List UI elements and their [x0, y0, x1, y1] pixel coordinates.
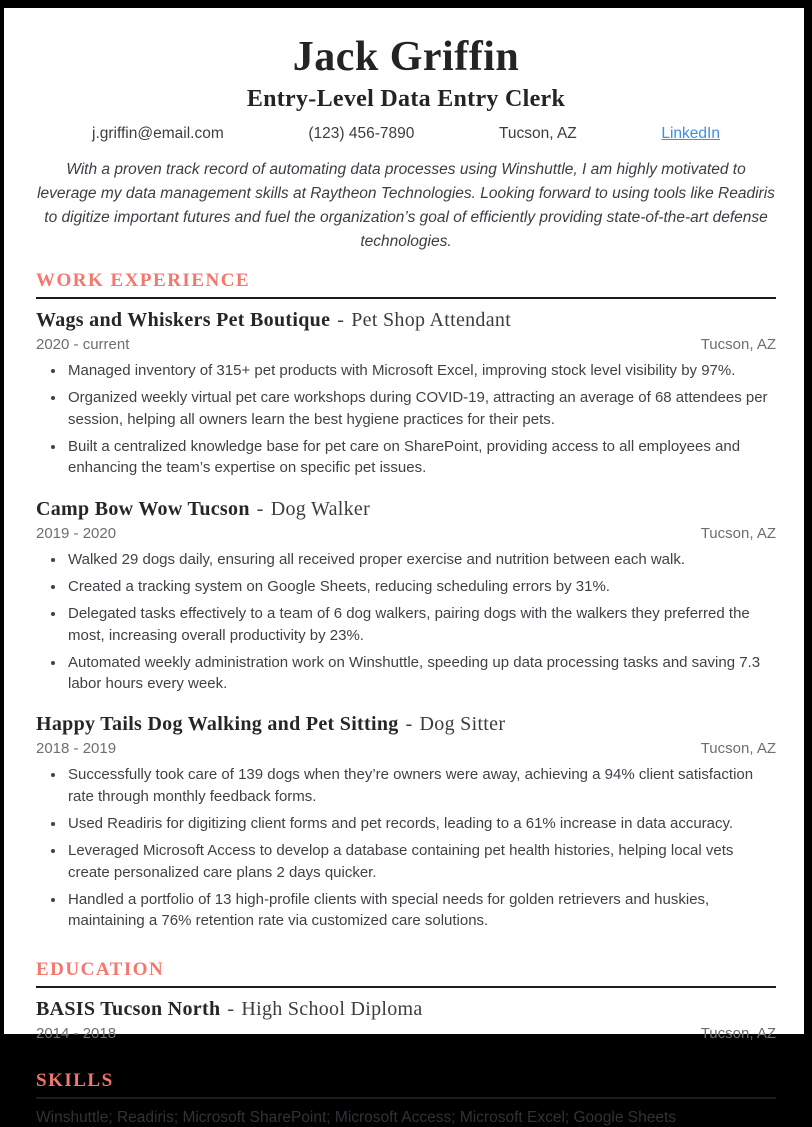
bullet-item: • Leveraged Microsoft Access to develop a database containing pet health histories, helping local vets create personalized care plans 2 days quicker. [66, 840, 776, 883]
heading-separator: - [405, 713, 413, 736]
bullet-item: • Automated weekly administration work on Winshuttle, speeding up data processing tasks and saving 7.3 labor hours every week. [66, 652, 776, 695]
education-entry [36, 998, 776, 1042]
education-section [36, 959, 776, 1042]
job-role: Pet Shop Attendant [351, 309, 512, 332]
resume-page [4, 8, 804, 1126]
summary-paragraph: With a proven track record of automating data processes using Winshuttle, I am highly motivated to leverage my data management skills at Raytheon Technologies. Looking forward to using tools like Readiris to digitize important futures and fuel the organization’s goal of efficiently providing state-of-the-art defense technologies. [37, 161, 775, 251]
candidate-job-title: Entry-Level Data Entry Clerk [246, 86, 566, 113]
bullet-item: • Built a centralized knowledge base for pet care on SharePoint, providing access to all employees and enhancing the team’s expertise on specific pet issues. [66, 436, 776, 479]
job-entry [36, 309, 776, 478]
company-name: Wags and Whiskers Pet Boutique [36, 309, 331, 332]
contact-location: Tucson, AZ [498, 125, 577, 143]
job-meta [36, 740, 776, 757]
contact-phone: (123) 456-7890 [308, 125, 415, 143]
education-location: Tucson, AZ [700, 1024, 776, 1042]
job-heading [36, 309, 776, 332]
contact-row [92, 125, 720, 143]
job-dates: 2018 - 2019 [36, 740, 117, 758]
work-experience-title: WORK EXPERIENCE [36, 270, 776, 299]
bullet-item: • Handled a portfolio of 13 high-profile clients with special needs for golden retrievers and huskies, maintaining a 76% retention rate via customized care solutions. [66, 889, 776, 932]
linkedin-link[interactable]: LinkedIn [661, 125, 720, 143]
skills-title: SKILLS [36, 1070, 776, 1099]
resume-header [36, 35, 776, 254]
job-entry [36, 498, 776, 695]
job-location: Tucson, AZ [700, 740, 776, 758]
job-bullets [36, 549, 776, 695]
heading-separator: - [227, 997, 235, 1020]
company-name: Camp Bow Wow Tucson [36, 497, 250, 520]
bullet-item: • Delegated tasks effectively to a team of 6 dog walkers, pairing dogs with the walkers they preferred the most, increasing overall productivity by 23%. [66, 603, 776, 646]
skills-list: Winshuttle; Readiris; Microsoft SharePoint; Microsoft Access; Microsoft Excel; Google Sheets [36, 1108, 677, 1126]
bullet-item: • Managed inventory of 315+ pet products with Microsoft Excel, improving stock level visibility by 97%. [66, 360, 776, 381]
company-name: Happy Tails Dog Walking and Pet Sitting [36, 713, 399, 736]
job-location: Tucson, AZ [700, 524, 776, 542]
job-location: Tucson, AZ [700, 336, 776, 354]
job-bullets [36, 764, 776, 931]
job-meta [36, 336, 776, 353]
degree-name: High School Diploma [241, 997, 423, 1020]
job-entry [36, 713, 776, 931]
school-name: BASIS Tucson North [36, 997, 221, 1020]
heading-separator: - [337, 309, 345, 332]
contact-email: j.griffin@email.com [92, 125, 224, 143]
job-heading [36, 498, 776, 521]
job-meta [36, 525, 776, 542]
job-dates: 2020 - current [36, 336, 130, 354]
education-dates: 2014 - 2018 [36, 1024, 117, 1042]
education-title: EDUCATION [36, 959, 776, 988]
education-meta [36, 1025, 776, 1042]
job-list [36, 309, 776, 931]
job-heading [36, 713, 776, 736]
bullet-item: • Used Readiris for digitizing client forms and pet records, leading to a 61% increase in data accuracy. [66, 813, 776, 834]
job-role: Dog Walker [270, 497, 371, 520]
education-heading [36, 998, 776, 1021]
heading-separator: - [256, 497, 264, 520]
bullet-item: • Created a tracking system on Google Sheets, reducing scheduling errors by 31%. [66, 576, 776, 597]
job-dates: 2019 - 2020 [36, 524, 117, 542]
bullet-item: • Successfully took care of 139 dogs when they’re owners were away, achieving a 94% client satisfaction rate through monthly feedback forms. [66, 764, 776, 807]
job-role: Dog Sitter [419, 713, 506, 736]
candidate-name: Jack Griffin [292, 34, 520, 80]
skills-section [36, 1070, 776, 1127]
bullet-item: • Walked 29 dogs daily, ensuring all received proper exercise and nutrition between each walk. [66, 549, 776, 570]
bullet-item: • Organized weekly virtual pet care workshops during COVID-19, attracting an average of 68 attendees per session, helping all owners learn the best hygiene practices for their pets. [66, 387, 776, 430]
work-experience-section [36, 270, 776, 931]
job-bullets [36, 360, 776, 478]
